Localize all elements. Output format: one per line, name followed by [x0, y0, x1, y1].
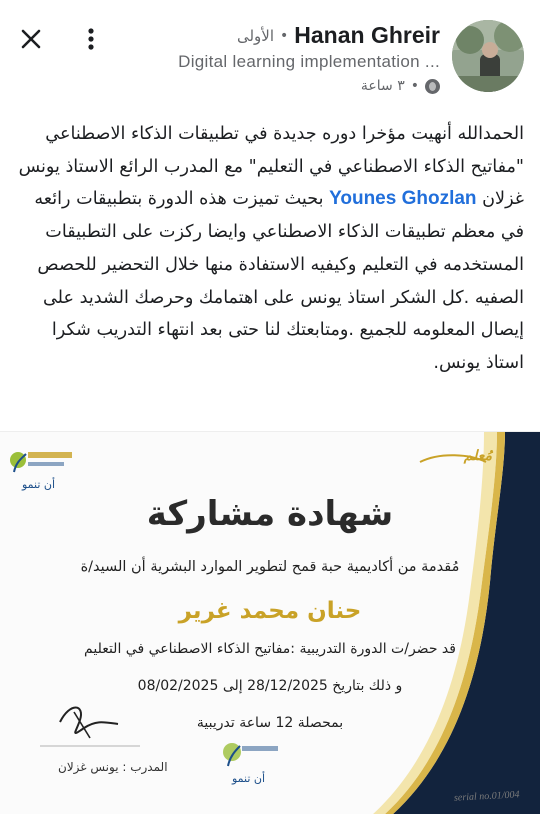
close-button[interactable]	[14, 22, 48, 56]
avatar-photo	[452, 20, 524, 92]
meta-separator: •	[410, 78, 419, 94]
academy-logo	[10, 452, 72, 472]
certificate-dates: و ذلك بتاريخ 28/12/2025 إلى 08/02/2025	[137, 678, 403, 694]
author-name[interactable]: Hanan Ghreir	[294, 22, 440, 48]
author-line	[237, 22, 440, 49]
globe-icon	[425, 79, 440, 94]
post-time: ٣ ساعة	[360, 78, 405, 94]
post-meta	[361, 78, 440, 94]
post-text	[16, 118, 524, 380]
stamp-caption: أن تنمو	[232, 772, 266, 785]
certificate-image[interactable]	[0, 431, 540, 814]
certificate-presented-by: مُقدمة من أكاديمية حبة قمح لتطوير الموارد البشرية أن السيد/ة	[80, 559, 460, 575]
serial-number: serial no.01/004	[454, 789, 521, 804]
certificate-course: قد حضر/ت الدورة التدريبية :مفاتيح الذكاء الاصطناعي في التعليم	[84, 641, 456, 657]
post-text-part: الحمدالله أنهيت مؤخرا دوره جديدة في تطبيقات الذكاء الاصطناعي "مفاتيح الذكاء الاصطناعي في التعليم" مع المدرب الرائع الاستاذ يونس غزلان	[18, 124, 524, 210]
connection-badge: الأولى	[236, 26, 275, 45]
brand-mark: مُعلم	[463, 448, 492, 464]
more-vertical-icon	[87, 27, 95, 51]
certificate-recipient: حنان محمد غرير	[178, 598, 362, 624]
close-icon	[20, 28, 42, 50]
certificate-title: شهادة مشاركة	[146, 494, 394, 534]
post-text-part: بحيث تميزت هذه الدورة بتطبيقات رائعه في معظم تطبيقات الذكاء الاصطناعي وايضا ركزت على التطبيقات المستخدمه في التعليم وكيفيه الاستفادة منها خلال التحضير للحصص الصفيه .كل الشكر استاذ يونس على اهتمامك وحرصك الشديد على إيصال المعلومه للجميع .ومتابعتك لنا حتى بعد انتهاء التدريب شكرا استاذ يونس.	[34, 189, 524, 373]
more-options-button[interactable]	[76, 22, 106, 56]
certificate-hours: بمحصلة 12 ساعة تدريبية	[196, 715, 344, 731]
logo-caption: أن تنمو	[22, 478, 56, 491]
separator-dot: •	[280, 27, 289, 44]
author-headline: Digital learning implementation ...	[178, 52, 440, 71]
stamp-logo	[223, 743, 278, 766]
post-header	[0, 0, 540, 110]
mention-link[interactable]: Younes Ghozlan	[329, 188, 477, 210]
trainer-signature-label: المدرب : يونس غزلان	[58, 760, 168, 774]
avatar[interactable]	[452, 20, 524, 92]
